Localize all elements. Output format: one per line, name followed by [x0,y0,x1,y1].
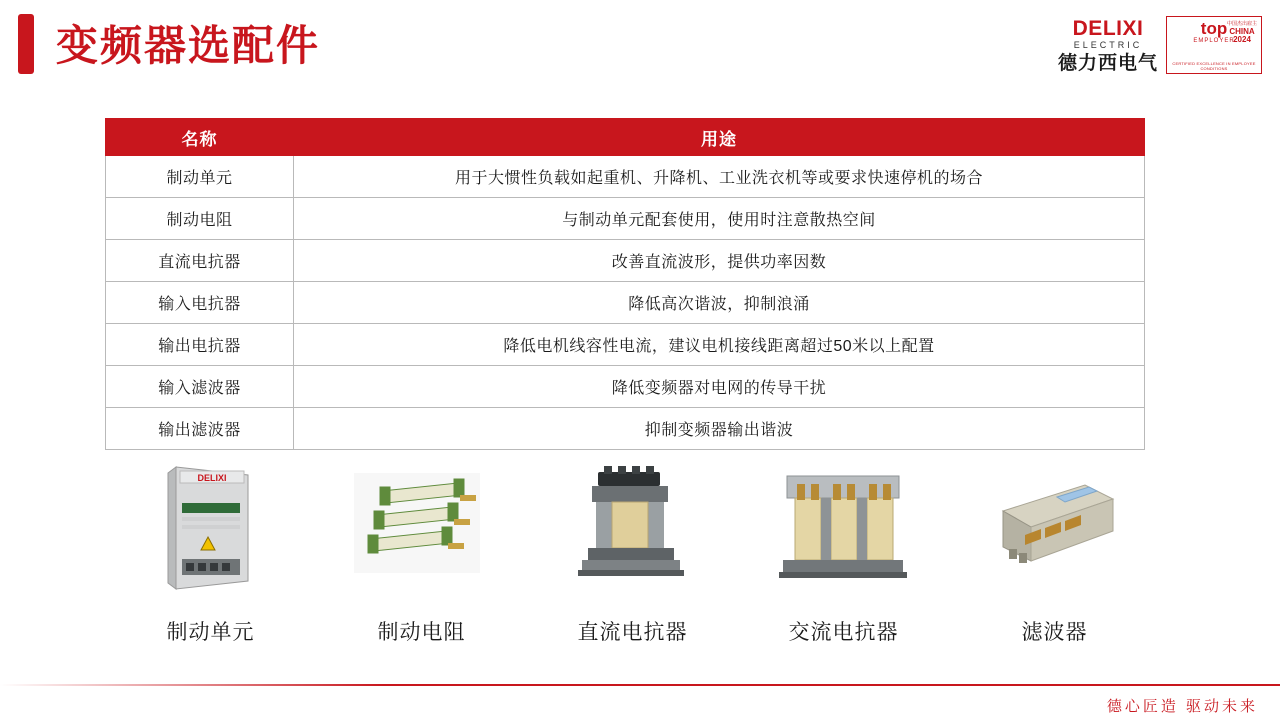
brake-resistor-photo [332,450,512,600]
cell-name: 输出电抗器 [106,324,294,366]
badge-footer-text: CERTIFIED EXCELLENCE IN EMPLOYEE CONDITIONS [1172,61,1256,71]
page-title: 变频器选配件 [56,22,321,69]
cell-name: 输入滤波器 [106,366,294,408]
product-gallery [105,450,1160,646]
product-label: 直流电抗器 [577,621,688,644]
accessories-table-wrapper [105,118,1145,450]
delixi-brand-sub: ELECTRIC [1073,39,1143,50]
product-item-dc-reactor [527,450,738,646]
product-label: 制动电阻 [377,621,466,644]
table-row [106,198,1145,240]
brand-logo-area [1058,14,1262,76]
footer-divider [0,684,1280,686]
cell-use: 用于大惯性负载如起重机、升降机、工业洗衣机等或要求快速停机的场合 [294,156,1145,198]
table-row [106,282,1145,324]
cell-name: 输入电抗器 [106,282,294,324]
cell-name: 输出滤波器 [106,408,294,450]
cell-use: 与制动单元配套使用，使用时注意散热空间 [294,198,1145,240]
table-row [106,240,1145,282]
product-item-ac-reactor [738,450,949,646]
badge-country-text: CHINA [1229,27,1255,36]
table-header-use: 用途 [294,119,1145,156]
cell-name: 直流电抗器 [106,240,294,282]
cell-use: 改善直流波形，提供功率因数 [294,240,1145,282]
product-item-brake-unit [105,450,316,646]
cell-name: 制动电阻 [106,198,294,240]
table-row [106,156,1145,198]
delixi-brand-cn: 德力西电气 [1057,52,1158,74]
top-employer-badge [1166,16,1262,74]
badge-country-block [1227,20,1257,44]
svg-text:DELIXI: DELIXI [196,473,227,483]
accessories-table [105,118,1145,450]
table-header-row [106,119,1145,156]
title-accent-bar [18,14,34,74]
product-item-filter [949,450,1160,646]
filter-photo [965,450,1145,600]
product-label: 交流电抗器 [788,621,899,644]
product-item-brake-resistor [316,450,527,646]
cell-use: 降低电机线容性电流，建议电机接线距离超过50米以上配置 [294,324,1145,366]
table-row [106,408,1145,450]
cell-name: 制动单元 [106,156,294,198]
table-header-name: 名称 [106,119,294,156]
cell-use: 抑制变频器输出谐波 [294,408,1145,450]
delixi-brand-en: DELIXI [1072,16,1144,40]
badge-employer-text: EMPLOYER [1193,38,1235,44]
cell-use: 降低高次谐波，抑制浪涌 [294,282,1145,324]
product-label: 制动单元 [166,621,255,644]
table-row [106,366,1145,408]
page-header [0,0,1280,95]
ac-reactor-photo [754,450,934,600]
badge-top-text: top [1200,19,1228,38]
delixi-logo [1058,18,1158,73]
product-label: 滤波器 [1021,621,1088,644]
badge-year-text: 2024 [1233,35,1251,44]
footer-slogan: 德心匠造 驱动未来 [1106,698,1258,715]
dc-reactor-photo [543,450,723,600]
badge-cn-text: 中国杰出雇主 [1226,21,1257,27]
table-row [106,324,1145,366]
brake-unit-photo [121,450,301,600]
cell-use: 降低变频器对电网的传导干扰 [294,366,1145,408]
